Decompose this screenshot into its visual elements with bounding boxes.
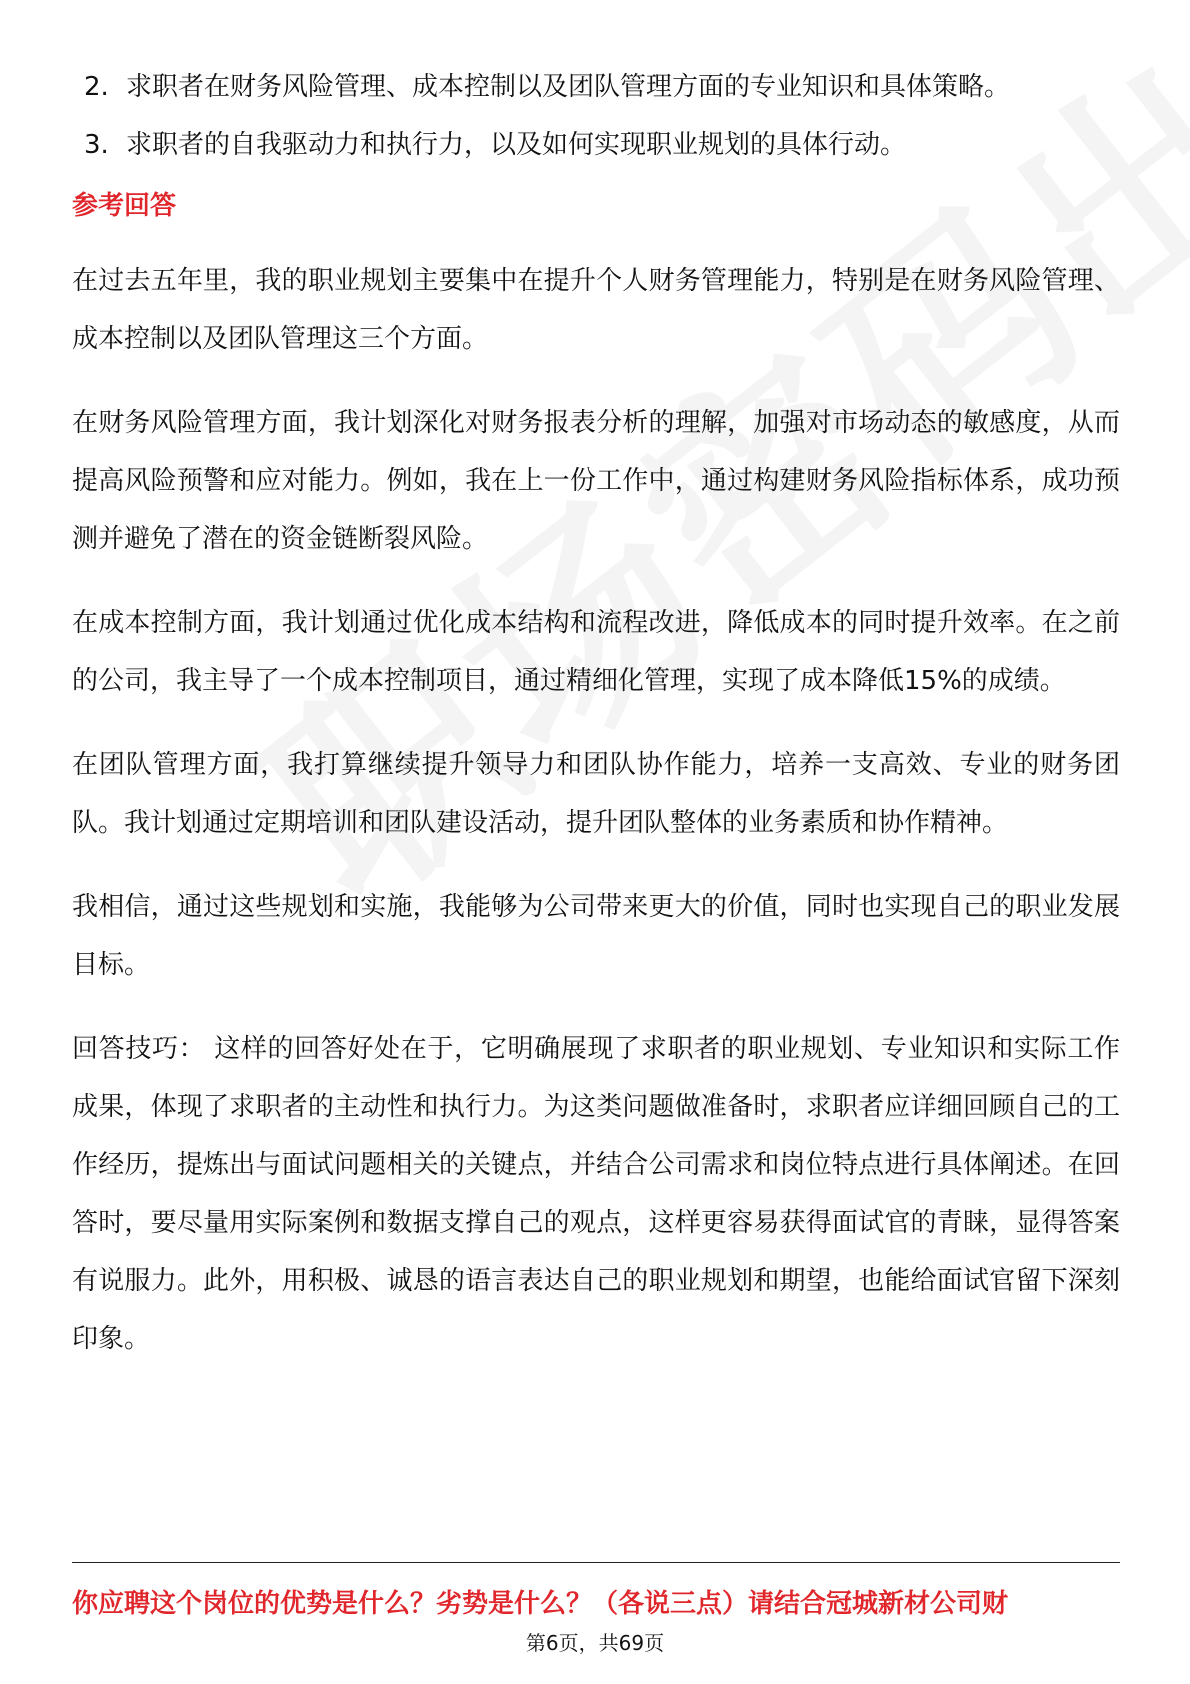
answer-paragraph: 在成本控制方面，我计划通过优化成本结构和流程改进，降低成本的同时提升效率。在之前的公司，我主导了一个成本控制项目，通过精细化管理，实现了成本降低15%的成绩。 (72, 608, 1120, 696)
list-item (72, 116, 1120, 174)
list-item-number: 2. (84, 72, 109, 102)
page-number: 第6页，共69页 (525, 1631, 665, 1655)
section-divider (72, 1562, 1120, 1563)
list-item (72, 58, 1120, 116)
list-item-text: 求职者的自我驱动力和执行力，以及如何实现职业规划的具体行动。 (126, 130, 907, 160)
list-item-text: 求职者在财务风险管理、成本控制以及团队管理方面的专业知识和具体策略。 (126, 72, 1011, 102)
reference-answer-heading: 参考回答 (72, 191, 177, 221)
answer-paragraph: 在财务风险管理方面，我计划深化对财务报表分析的理解，加强对市场动态的敏感度，从而提高风险预警和应对能力。例如，我在上一份工作中，通过构建财务风险指标体系，成功预测并避免了潜在的资金链断裂风险。 (72, 408, 1120, 554)
evaluation-points-list (72, 58, 1120, 174)
content-body (72, 58, 1120, 1394)
answer-paragraph: 在团队管理方面，我打算继续提升领导力和团队协作能力，培养一支高效、专业的财务团队。我计划通过定期培训和团队建设活动，提升团队整体的业务素质和协作精神。 (72, 750, 1120, 838)
answer-paragraph: 我相信，通过这些规划和实施，我能够为公司带来更大的价值，同时也实现自己的职业发展目标。 (72, 892, 1120, 980)
answer-paragraph: 在过去五年里，我的职业规划主要集中在提升个人财务管理能力，特别是在财务风险管理、成本控制以及团队管理这三个方面。 (72, 266, 1120, 354)
next-question-heading: 你应聘这个岗位的优势是什么？劣势是什么？（各说三点）请结合冠城新材公司财 (72, 1589, 1009, 1619)
list-item-number: 3. (84, 130, 109, 160)
answer-tips-paragraph: 回答技巧： 这样的回答好处在于，它明确展现了求职者的职业规划、专业知识和实际工作成果，体现了求职者的主动性和执行力。为这类问题做准备时，求职者应详细回顾自己的工作经历，提炼出与面试问题相关的关键点，并结合公司需求和岗位特点进行具体阐述。在回答时，要尽量用实际案例和数据支撑自己的观点，这样更容易获得面试官的青睐，显得答案有说服力。此外，用积极、诚恳的语言表达自己的职业规划和期望，也能给面试官留下深刻印象。 (72, 1034, 1120, 1354)
